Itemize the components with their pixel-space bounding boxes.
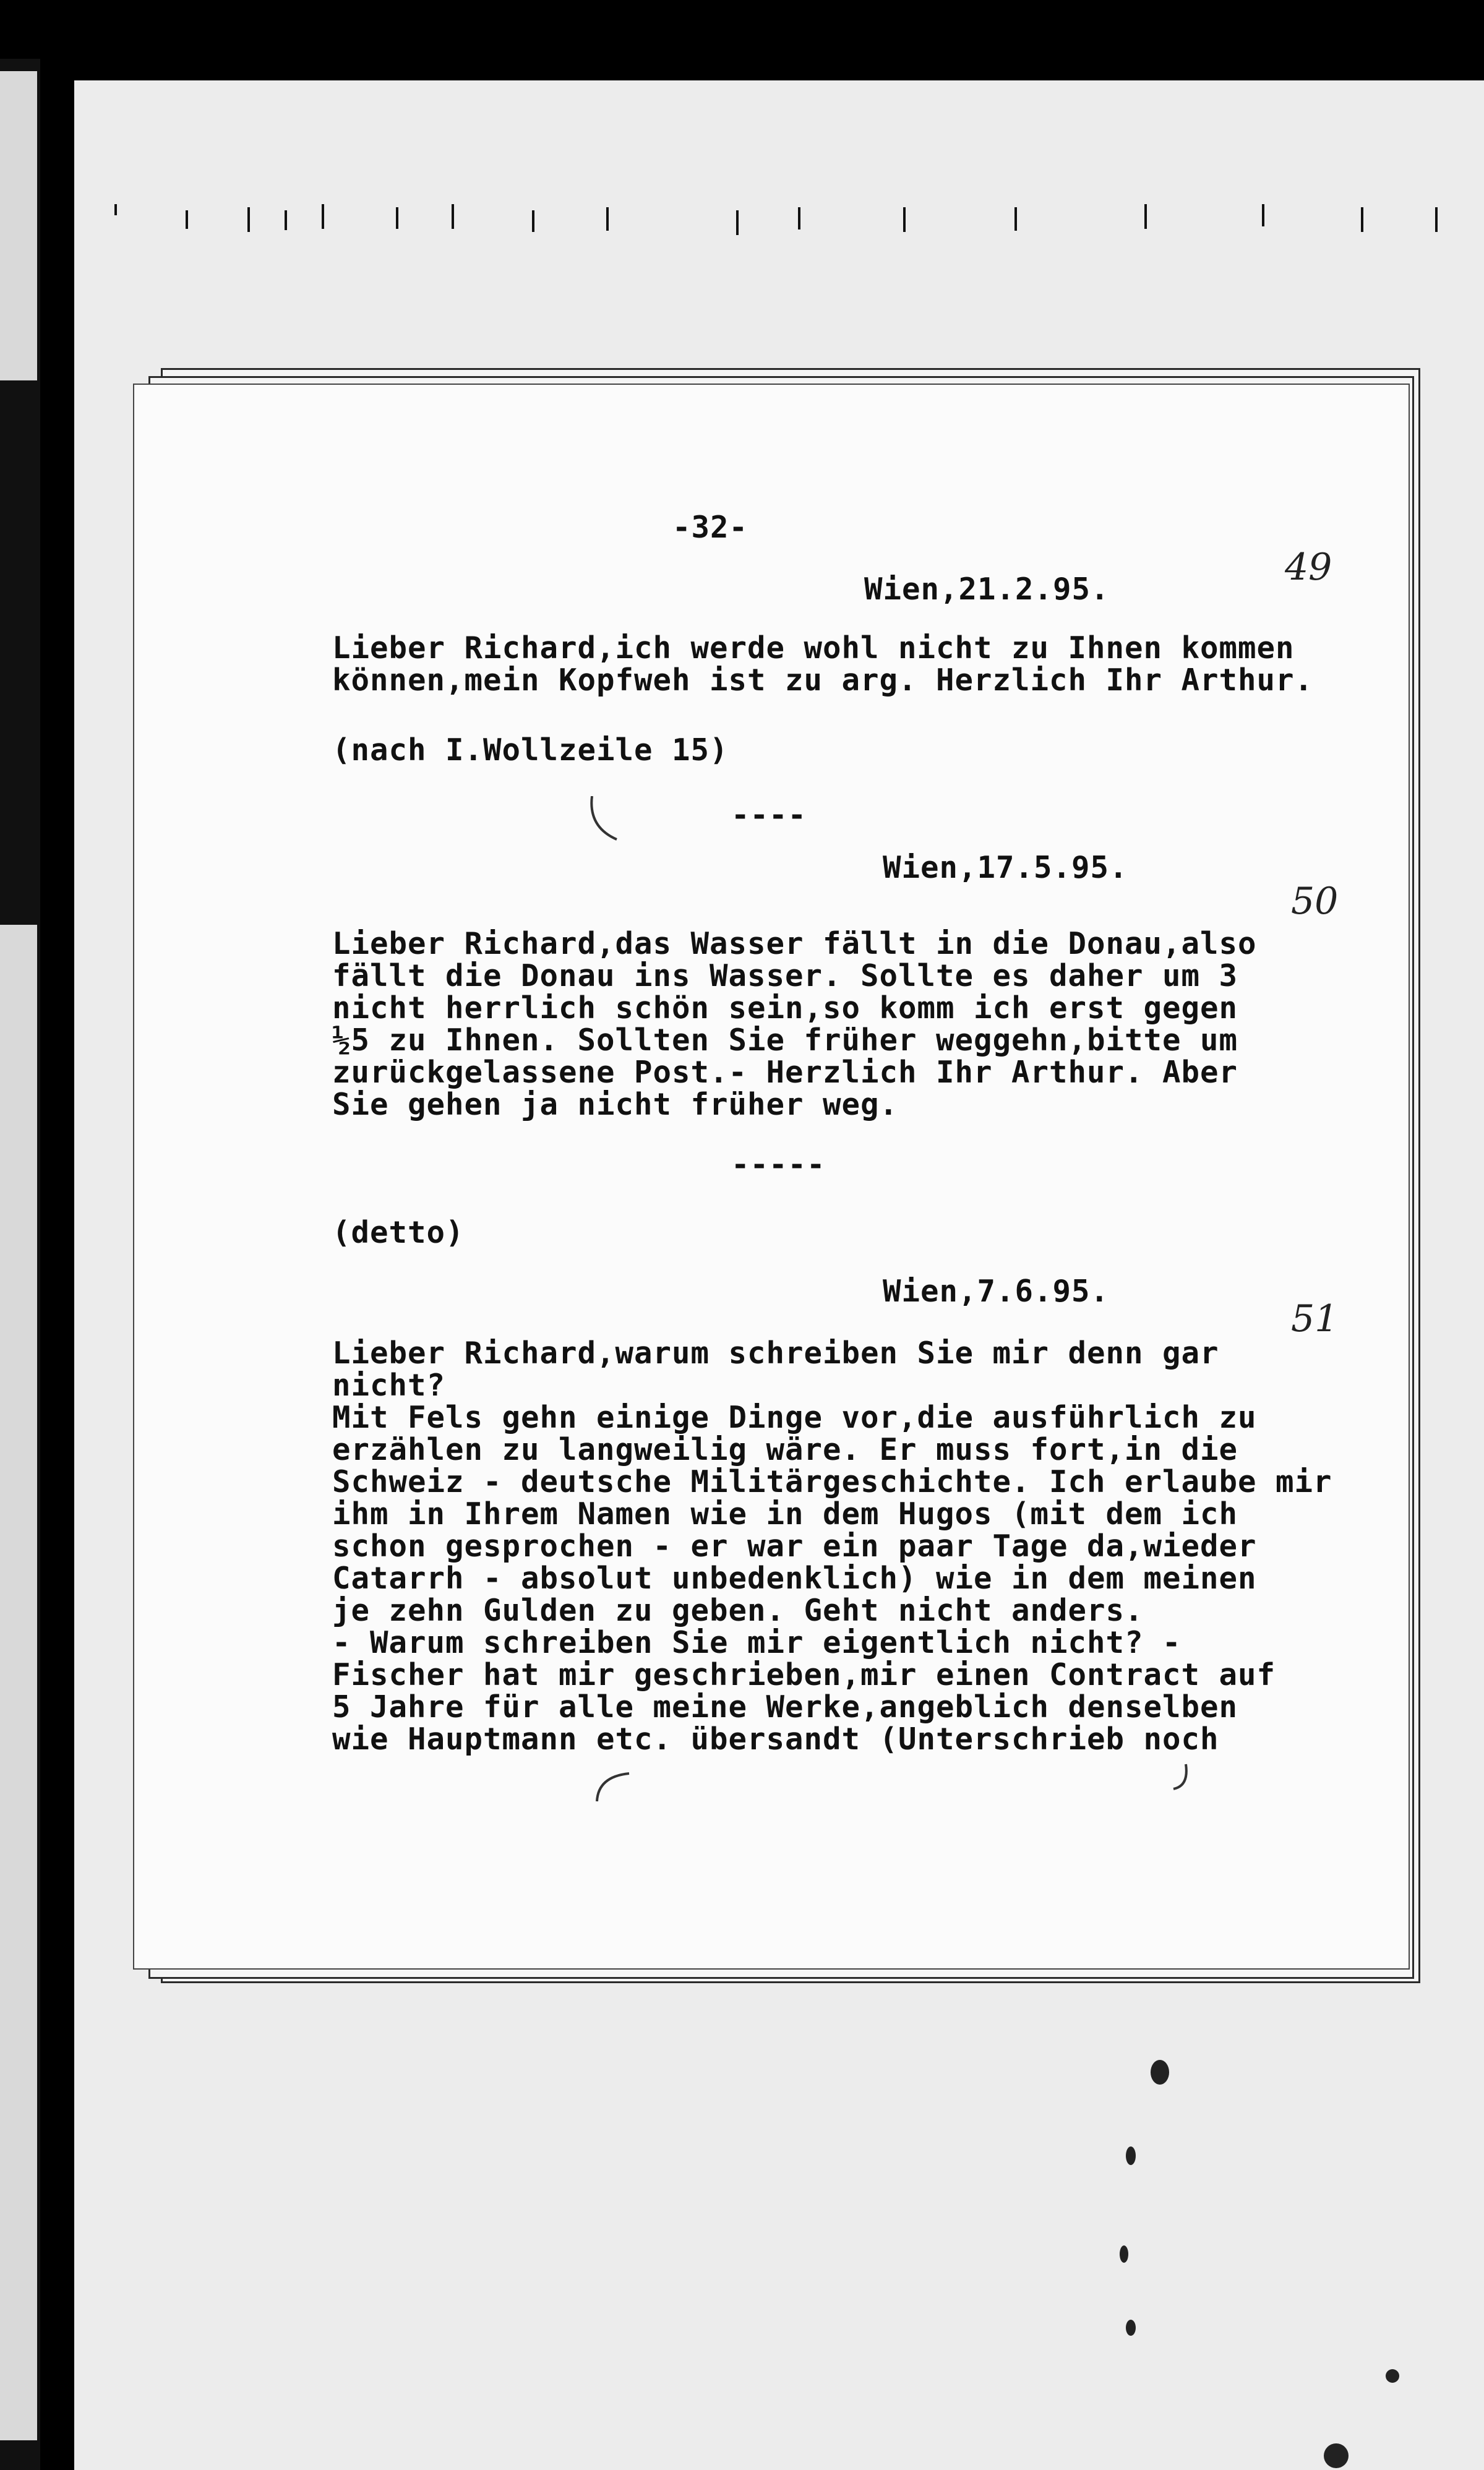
address-note: (nach I.Wollzeile 15) bbox=[332, 732, 729, 768]
letter-separator: ----- bbox=[731, 1147, 826, 1182]
letter-line: können,mein Kopfweh ist zu arg. Herzlich Ihr Arthur. bbox=[332, 663, 1314, 698]
letter-line: ½5 zu Ihnen. Sollten Sie früher weggehn,bitte um bbox=[332, 1023, 1238, 1058]
typed-page bbox=[133, 384, 1410, 1970]
letter-line: fällt die Donau ins Wasser. Sollte es daher um 3 bbox=[332, 958, 1238, 993]
letter-line: Fischer hat mir geschrieben,mir einen Contract auf bbox=[332, 1657, 1276, 1692]
letter-line: Lieber Richard,warum schreiben Sie mir denn gar bbox=[332, 1336, 1219, 1371]
bracket-mark bbox=[592, 1767, 635, 1811]
letter-line: nicht? bbox=[332, 1368, 446, 1403]
letter-separator: ---- bbox=[731, 797, 807, 833]
page-number: -32- bbox=[672, 510, 748, 545]
bracket-mark bbox=[1170, 1761, 1195, 1798]
letter-line: Schweiz - deutsche Militärgeschichte. Ich erlaube mir bbox=[332, 1464, 1332, 1499]
letter-line: Lieber Richard,das Wasser fällt in die Donau,also bbox=[332, 926, 1257, 961]
letter-line: wie Hauptmann etc. übersandt (Unterschrieb noch bbox=[332, 1722, 1219, 1757]
letter-line: zurückgelassene Post.- Herzlich Ihr Arthur. Aber bbox=[332, 1055, 1238, 1090]
letter-line: je zehn Gulden zu geben. Geht nicht anders. bbox=[332, 1593, 1144, 1628]
letter-date: Wien,7.6.95. bbox=[883, 1274, 1110, 1309]
letter-line: Mit Fels gehn einige Dinge vor,die ausführlich zu bbox=[332, 1400, 1257, 1435]
letter-line: Lieber Richard,ich werde wohl nicht zu Ihnen kommen bbox=[332, 630, 1295, 666]
letter-line: schon gesprochen - er war ein paar Tage da,wieder bbox=[332, 1529, 1257, 1564]
letter-line: ihm in Ihrem Namen wie in dem Hugos (mit dem ich bbox=[332, 1496, 1238, 1532]
folio-number-50: 50 bbox=[1291, 880, 1339, 923]
letter-line: erzählen zu langweilig wäre. Er muss fort,in die bbox=[332, 1432, 1238, 1467]
letter-date: Wien,17.5.95. bbox=[883, 850, 1128, 885]
bracket-mark bbox=[586, 796, 623, 846]
folio-number-51: 51 bbox=[1291, 1297, 1339, 1340]
folio-number-49: 49 bbox=[1285, 546, 1332, 589]
letter-line: nicht herrlich schön sein,so komm ich erst gegen bbox=[332, 990, 1238, 1026]
letter-line: Catarrh - absolut unbedenklich) wie in dem meinen bbox=[332, 1561, 1257, 1596]
letter-line: Sie gehen ja nicht früher weg. bbox=[332, 1087, 899, 1122]
letter-line: 5 Jahre für alle meine Werke,angeblich denselben bbox=[332, 1689, 1238, 1725]
left-page-edge bbox=[0, 59, 40, 2470]
letter-line: - Warum schreiben Sie mir eigentlich nicht? - bbox=[332, 1625, 1182, 1660]
address-note: (detto) bbox=[332, 1215, 465, 1250]
letter-date: Wien,21.2.95. bbox=[864, 572, 1110, 607]
